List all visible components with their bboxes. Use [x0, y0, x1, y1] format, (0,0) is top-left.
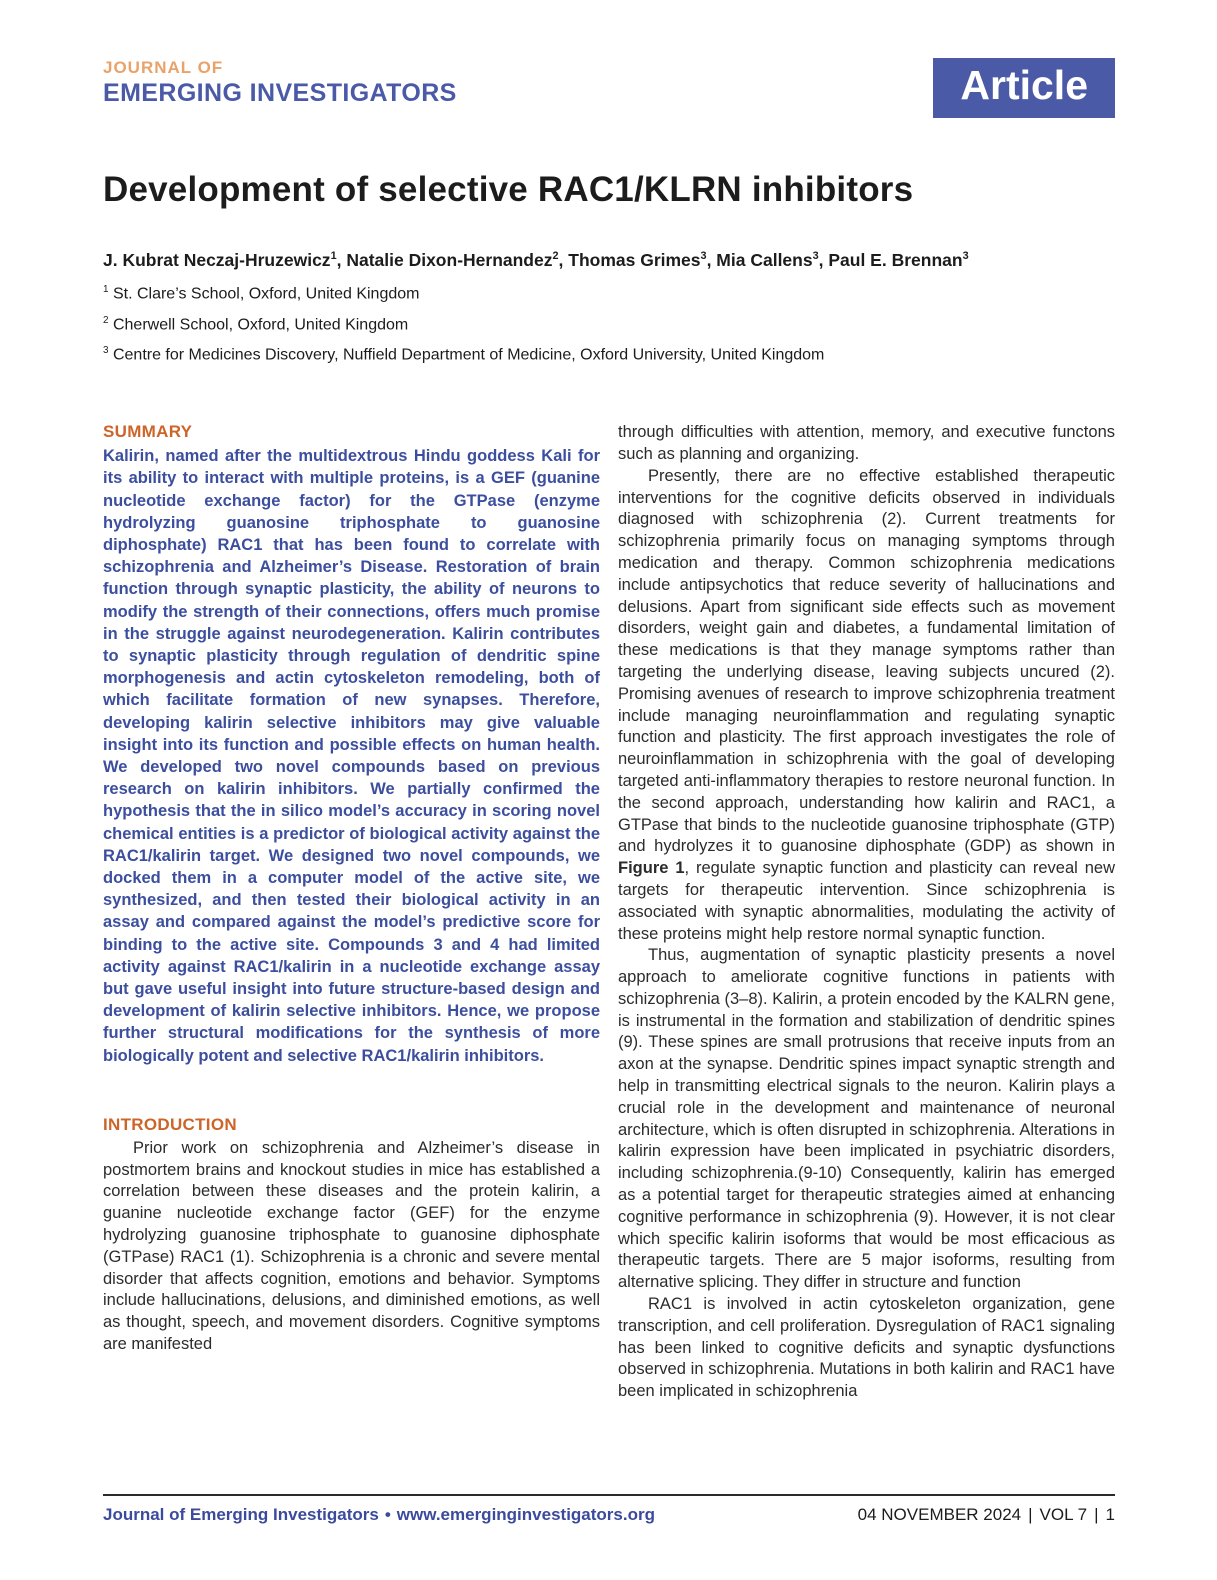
affiliation-mark: 1	[103, 284, 109, 296]
article-type-badge: Article	[933, 58, 1115, 118]
right-column	[618, 422, 1115, 1403]
paragraph-text: Presently, there are no effective established therapeutic interventions for the cognitive deficits observed in individuals diagnosed with schizophrenia (2). Current treatments for schizophrenia primarily focus on managing symptoms through medication and therapy. Common schizophrenia medications include antipsychotics that reduce severity of hallucinations and delusions. Apart from significant side effects such as movement disorders, weight gain and diabetes, a fundamental limitation of these medications is that they manage symptoms rather than targeting the underlying disease, leaving subjects uncured (2). Promising avenues of research to improve schizophrenia treatment include managing neuroinflammation and regulating synaptic function and plasticity. The first approach investigates the role of neuroinflammation in schizophrenia with the goal of developing targeted anti-inflammatory therapies to restore neuronal function. In the second approach, understanding how kalirin and RAC1, a GTPase that binds to the nucleotide guanosine triphosphate (GTP) and hydrolyzes it to guanosine diphosphate (GDP) as shown in	[618, 466, 1115, 856]
author-name: Paul E. Brennan$^3$	[828, 250, 969, 271]
footer-issue-info	[858, 1505, 1115, 1525]
affiliation-line: $^1$ St. Clare’s School, Oxford, United Kingdom	[103, 284, 420, 303]
paragraph-text: Thus, augmentation of synaptic plasticity presents a novel approach to ameliorate cognitive functions in patients with schizophrenia (3–8). Kalirin, a protein encoded by the KALRN gene, is instrumental in the formation and stabilization of dendritic spines (9). These spines are small protrusions that receive inputs from an axon at the synapse. Dendritic spines impact synaptic strength and help in transmitting electrical signals to the neuron. Kalirin plays a crucial role in the development and maintenance of neuronal architecture, which is often disrupted in schizophrenia. Alterations in kalirin expression have been implicated in psychiatric disorders, including schizophrenia.(9-10) Consequently, kalirin has emerged as a potential target for therapeutic strategies aimed at enhancing cognitive performance in schizophrenia (9). However, it is not clear which specific kalirin isoforms that would be most efficacious as therapeutic targets. There are 5 major isoforms, resulting from alternative splicing. They differ in structure and function	[618, 946, 1115, 1292]
affiliation-line: $^2$ Cherwell School, Oxford, United Kingdom	[103, 314, 409, 333]
journal-logo-line2: EMERGING INVESTIGATORS	[103, 79, 457, 107]
paragraph	[618, 945, 1115, 1294]
article-body	[103, 422, 1115, 1403]
footer-date: 04 NOVEMBER 2024	[857, 1505, 1022, 1524]
masthead	[103, 58, 1115, 118]
author-affiliation-mark: 3	[700, 250, 707, 263]
author-name: Natalie Dixon-Hernandez$^2$	[346, 250, 559, 271]
affiliation-mark: 3	[103, 344, 109, 356]
author-affiliation-mark: 1	[330, 250, 337, 263]
page-footer	[103, 1494, 1115, 1525]
footer-journal-info	[103, 1505, 655, 1525]
author-name: Mia Callens$^3$	[716, 250, 819, 271]
author-list: J. Kubrat Neczaj-Hruzewicz$^1$, Natalie Dixon-Hernandez$^2$, Thomas Grimes$^3$, Mia Callens$^3$, Paul E. Brennan$^3$	[103, 250, 969, 271]
footer-volume: VOL 7	[1039, 1505, 1088, 1524]
affiliation-list	[103, 277, 1115, 368]
introduction-heading: INTRODUCTION	[103, 1114, 237, 1134]
introduction-paragraphs	[103, 1138, 600, 1356]
paragraph-text: through difficulties with attention, memory, and executive functons such as planning and organizing.	[618, 423, 1115, 463]
footer-bullet: •	[384, 1505, 391, 1524]
author-affiliation-mark: 3	[962, 250, 969, 263]
paragraph	[618, 422, 1115, 466]
paragraph-text: , regulate synaptic function and plasticity can reveal new targets for therapeutic intervention. Since schizophrenia is associated with synaptic abnormalities, modulating the activity of these proteins might help restore normal synaptic function.	[618, 859, 1115, 943]
paragraph-text: Prior work on schizophrenia and Alzheimer’s disease in postmortem brains and knockout studies in mice has established a correlation between these diseases and the protein kalirin, a guanine nucleotide exchange factor (GEF) for the enzyme hydrolyzing guanosine triphosphate to guanosine diphosphate (GTPase) RAC1 (1). Schizophrenia is a chronic and severe mental disorder that affects cognition, emotions and behavior. Symptoms include hallucinations, delusions, and diminished emotions, as well as thought, speech, and movement disorders. Cognitive symptoms are manifested	[103, 1138, 600, 1354]
affiliation-mark: 2	[103, 314, 109, 326]
author-name: Thomas Grimes$^3$	[568, 250, 707, 271]
author-affiliation-mark: 2	[552, 250, 559, 263]
summary-text: Kalirin, named after the multidextrous Hindu goddess Kali for its ability to interact with multiple proteins, is a GEF (guanine nucleotide exchange factor) for the GTPase (enzyme hydrolyzing guanosine triphosphate to guanosine diphosphate) RAC1 that has been found to correlate with schizophrenia and Alzheimer’s Disease. Restoration of brain function through synaptic plasticity, the ability of neurons to modify the strength of their connections, offers much promise in the struggle against neurodegeneration. Kalirin contributes to synaptic plasticity through regulation of dendritic spine morphogenesis and actin cytoskeleton remodeling, both of which facilitate formation of new synapses. Therefore, developing kalirin selective inhibitors may give valuable insight into its function and possible effects on human health. We developed two novel compounds based on previous research on kalirin inhibitors. We partially confirmed the hypothesis that the in silico model’s accuracy in scoring novel chemical entities is a predictor of biological activity against the RAC1/kalirin target. We designed two novel compounds, we docked them in a computer model of the active site, we synthesized, and then tested their biological activity in an assay and compared against the model’s predictive score for binding to the active site. Compounds 3 and 4 had limited activity against RAC1/kalirin in a nucleotide exchange assay but gave useful insight into future structure-based design and development of kalirin selective inhibitors. Hence, we propose further structural modifications for the synthesis of more biologically potent and selective RAC1/kalirin inhibitors.	[103, 447, 600, 1065]
footer-divider-2: |	[1094, 1505, 1099, 1524]
paragraph	[618, 1294, 1115, 1403]
journal-logo	[103, 58, 457, 108]
footer-journal-name: Journal of Emerging Investigators	[103, 1505, 379, 1524]
paragraph-text: RAC1 is involved in actin cytoskeleton organization, gene transcription, and cell proliferation. Dysregulation of RAC1 signaling has been linked to cognitive deficits and synaptic dysfunctions observed in schizophrenia. Mutations in both kalirin and RAC1 have been implicated in schizophrenia	[618, 1295, 1115, 1401]
affiliation-line: $^3$ Centre for Medicines Discovery, Nuffield Department of Medicine, Oxford University, United Kingdom	[103, 344, 825, 364]
author-name: J. Kubrat Neczaj-Hruzewicz$^1$	[103, 250, 337, 271]
summary-heading: SUMMARY	[103, 422, 193, 442]
footer-page-number: 1	[1105, 1505, 1115, 1524]
left-column	[103, 422, 600, 1403]
journal-logo-line1: JOURNAL OF	[103, 58, 224, 77]
paragraph	[103, 1138, 600, 1356]
right-column-paragraphs	[618, 422, 1115, 1403]
figure-reference: Figure 1	[618, 859, 685, 878]
author-affiliation-mark: 3	[812, 250, 819, 263]
footer-divider-1: |	[1028, 1505, 1033, 1524]
page-title: Development of selective RAC1/KLRN inhibitors	[103, 170, 914, 210]
footer-website: www.emerginginvestigators.org	[396, 1505, 655, 1524]
paragraph	[618, 466, 1115, 946]
